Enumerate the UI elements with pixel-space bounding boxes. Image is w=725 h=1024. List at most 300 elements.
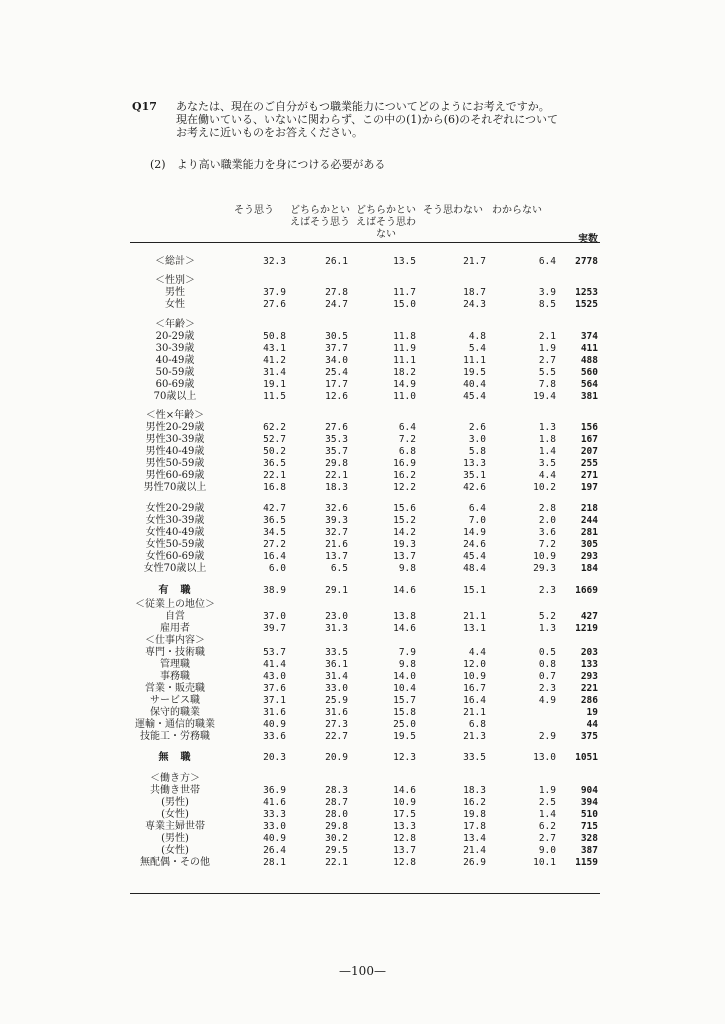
cell-value: 3.9	[538, 287, 556, 298]
cell-value: 15.7	[393, 695, 416, 706]
cell-value: 37.6	[263, 683, 286, 694]
cell-value: 35.3	[325, 434, 348, 445]
cell-count: 488	[580, 355, 598, 366]
cell-value: 11.1	[463, 355, 486, 366]
cell-value: 30.2	[325, 833, 348, 844]
cell-value: 45.4	[463, 551, 486, 562]
table-row	[0, 623, 725, 635]
cell-value: 2.1	[538, 331, 556, 342]
row-label: 有 職	[158, 585, 192, 596]
cell-value: 35.1	[463, 470, 486, 481]
cell-value: 13.5	[393, 256, 416, 267]
cell-count: 1051	[575, 752, 598, 763]
cell-value: 13.8	[393, 611, 416, 622]
table-row	[0, 331, 725, 343]
cell-value: 22.1	[263, 470, 286, 481]
cell-value: 21.1	[463, 707, 486, 718]
cell-value: 33.0	[263, 821, 286, 832]
cell-value: 42.6	[463, 482, 486, 493]
cell-value: 34.5	[263, 527, 286, 538]
cell-value: 29.3	[533, 563, 556, 574]
cell-value: 32.3	[263, 256, 286, 267]
cell-count: 394	[580, 797, 598, 808]
cell-value: 4.4	[468, 647, 486, 658]
cell-value: 6.2	[538, 821, 556, 832]
cell-value: 9.0	[538, 845, 556, 856]
cell-value: 12.3	[393, 752, 416, 763]
header-count: 実数	[578, 234, 598, 245]
table-row	[0, 659, 725, 671]
question-line: お考えに近いものをお答えください。	[176, 126, 363, 139]
cell-value: 0.8	[538, 659, 556, 670]
cell-value: 11.9	[393, 343, 416, 354]
cell-value: 15.1	[463, 585, 486, 596]
cell-value: 37.0	[263, 611, 286, 622]
row-label: 営業・販売職	[145, 683, 205, 694]
table-row	[0, 821, 725, 833]
cell-value: 14.0	[393, 671, 416, 682]
cell-value: 14.9	[393, 379, 416, 390]
table-row	[0, 563, 725, 575]
cell-value: 30.5	[325, 331, 348, 342]
cell-value: 14.2	[393, 527, 416, 538]
row-label: 20-29歳	[155, 331, 195, 342]
cell-value: 10.9	[463, 671, 486, 682]
cell-value: 6.4	[398, 422, 416, 433]
cell-value: 19.8	[463, 809, 486, 820]
row-label: 無配偶・その他	[140, 857, 210, 868]
table-row	[0, 256, 725, 268]
cell-value: 21.1	[463, 611, 486, 622]
cell-value: 36.1	[325, 659, 348, 670]
table-row	[0, 797, 725, 809]
cell-value: 31.4	[325, 671, 348, 682]
cell-value: 41.4	[263, 659, 286, 670]
row-label: (女性)	[161, 809, 189, 820]
row-label: 運輸・通信的職業	[135, 719, 215, 730]
row-label: 男性20-29歳	[145, 422, 205, 433]
cell-value: 24.7	[325, 299, 348, 310]
table-bottom-rule	[130, 893, 600, 894]
row-label: ＜年齢＞	[155, 319, 195, 330]
cell-value: 12.2	[393, 482, 416, 493]
cell-value: 32.7	[325, 527, 348, 538]
table-row	[0, 611, 725, 623]
cell-value: 11.1	[393, 355, 416, 366]
cell-value: 2.6	[468, 422, 486, 433]
cell-value: 36.5	[263, 458, 286, 469]
cell-value: 1.3	[538, 623, 556, 634]
cell-value: 25.4	[325, 367, 348, 378]
section-header	[0, 635, 725, 647]
table-row	[0, 809, 725, 821]
cell-value: 10.9	[393, 797, 416, 808]
cell-value: 29.8	[325, 821, 348, 832]
cell-count: 281	[580, 527, 598, 538]
table-row	[0, 752, 725, 764]
row-label: 女性20-29歳	[145, 503, 205, 514]
cell-value: 2.8	[538, 503, 556, 514]
cell-value: 11.0	[393, 391, 416, 402]
header-line: ない	[376, 229, 396, 240]
cell-value: 22.7	[325, 731, 348, 742]
row-label: 共働き世帯	[150, 785, 200, 796]
header-line: どちらかとい	[290, 205, 350, 216]
row-label: 女性30-39歳	[145, 515, 205, 526]
cell-count: 271	[580, 470, 598, 481]
cell-count: 564	[580, 379, 598, 390]
row-label: 保守的職業	[150, 707, 200, 718]
cell-count: 374	[580, 331, 598, 342]
cell-count: 293	[580, 551, 598, 562]
cell-value: 4.4	[538, 470, 556, 481]
cell-value: 33.3	[263, 809, 286, 820]
cell-value: 10.1	[533, 857, 556, 868]
cell-value: 31.4	[263, 367, 286, 378]
table-row	[0, 695, 725, 707]
cell-value: 16.2	[463, 797, 486, 808]
cell-value: 24.6	[463, 539, 486, 550]
cell-count: 156	[580, 422, 598, 433]
table-row	[0, 671, 725, 683]
row-label: 専業主婦世帯	[145, 821, 205, 832]
cell-value: 27.3	[325, 719, 348, 730]
row-label: 30-39歳	[155, 343, 195, 354]
cell-value: 12.6	[325, 391, 348, 402]
cell-count: 218	[580, 503, 598, 514]
row-label: 無 職	[158, 752, 192, 763]
table-row	[0, 857, 725, 869]
table-row	[0, 482, 725, 494]
cell-value: 3.0	[468, 434, 486, 445]
cell-value: 50.2	[263, 446, 286, 457]
cell-value: 1.9	[538, 343, 556, 354]
cell-value: 7.0	[468, 515, 486, 526]
row-label: ＜従業上の地位＞	[135, 599, 215, 610]
cell-value: 27.8	[325, 287, 348, 298]
cell-value: 13.7	[393, 551, 416, 562]
cell-value: 29.8	[325, 458, 348, 469]
cell-value: 1.8	[538, 434, 556, 445]
cell-value: 21.6	[325, 539, 348, 550]
cell-value: 15.0	[393, 299, 416, 310]
cell-value: 19.5	[463, 367, 486, 378]
cell-value: 31.6	[325, 707, 348, 718]
cell-value: 14.6	[393, 623, 416, 634]
cell-value: 19.4	[533, 391, 556, 402]
cell-value: 22.1	[325, 857, 348, 868]
cell-value: 33.5	[463, 752, 486, 763]
cell-count: 411	[580, 343, 598, 354]
row-label: (男性)	[161, 833, 189, 844]
table-row	[0, 785, 725, 797]
table-row	[0, 683, 725, 695]
question-item: (2) より高い職業能力を身につける必要がある	[150, 158, 386, 171]
cell-count: 184	[580, 563, 598, 574]
cell-value: 28.1	[263, 857, 286, 868]
cell-value: 13.7	[393, 845, 416, 856]
cell-count: 904	[580, 785, 598, 796]
cell-count: 1159	[575, 857, 598, 868]
question-line: あなたは、現在のご自分がもつ職業能力についてどのようにお考えですか。	[176, 100, 550, 113]
row-label: (女性)	[161, 845, 189, 856]
cell-value: 4.8	[468, 331, 486, 342]
cell-count: 207	[580, 446, 598, 457]
cell-value: 14.9	[463, 527, 486, 538]
cell-value: 17.7	[325, 379, 348, 390]
cell-value: 20.3	[263, 752, 286, 763]
cell-value: 33.5	[325, 647, 348, 658]
cell-value: 13.3	[463, 458, 486, 469]
cell-value: 43.1	[263, 343, 286, 354]
cell-value: 18.3	[325, 482, 348, 493]
cell-value: 7.9	[398, 647, 416, 658]
table-row	[0, 585, 725, 597]
cell-value: 12.8	[393, 833, 416, 844]
cell-value: 17.5	[393, 809, 416, 820]
cell-value: 2.5	[538, 797, 556, 808]
cell-value: 1.4	[538, 809, 556, 820]
cell-count: 305	[580, 539, 598, 550]
table-row	[0, 391, 725, 403]
cell-value: 34.0	[325, 355, 348, 366]
cell-value: 21.4	[463, 845, 486, 856]
cell-value: 29.5	[325, 845, 348, 856]
row-label: 70歳以上	[153, 391, 197, 402]
cell-value: 33.6	[263, 731, 286, 742]
cell-count: 715	[580, 821, 598, 832]
table-row	[0, 367, 725, 379]
cell-value: 6.8	[398, 446, 416, 457]
table-row	[0, 299, 725, 311]
cell-value: 9.8	[398, 563, 416, 574]
cell-value: 36.9	[263, 785, 286, 796]
cell-value: 28.7	[325, 797, 348, 808]
row-label: 男性30-39歳	[145, 434, 205, 445]
cell-value: 10.2	[533, 482, 556, 493]
row-label: 女性60-69歳	[145, 551, 205, 562]
row-label: ＜働き方＞	[150, 773, 200, 784]
cell-count: 44	[586, 719, 598, 730]
row-label: 専門・技術職	[145, 647, 205, 658]
cell-value: 5.2	[538, 611, 556, 622]
cell-value: 6.0	[268, 563, 286, 574]
cell-value: 2.3	[538, 683, 556, 694]
table-row	[0, 833, 725, 845]
cell-value: 53.7	[263, 647, 286, 658]
cell-value: 0.7	[538, 671, 556, 682]
cell-count: 133	[580, 659, 598, 670]
section-header	[0, 599, 725, 611]
cell-count: 1525	[575, 299, 598, 310]
cell-value: 1.4	[538, 446, 556, 457]
cell-value: 24.3	[463, 299, 486, 310]
cell-value: 5.8	[468, 446, 486, 457]
cell-value: 10.9	[533, 551, 556, 562]
cell-value: 8.5	[538, 299, 556, 310]
cell-value: 18.2	[393, 367, 416, 378]
header-line: えばそう思わ	[356, 217, 416, 228]
cell-value: 5.5	[538, 367, 556, 378]
cell-value: 15.6	[393, 503, 416, 514]
table-row	[0, 647, 725, 659]
row-label: 自営	[165, 611, 185, 622]
cell-value: 15.8	[393, 707, 416, 718]
row-label: 男性	[165, 287, 185, 298]
cell-count: 203	[580, 647, 598, 658]
cell-value: 16.2	[393, 470, 416, 481]
cell-count: 167	[580, 434, 598, 445]
cell-value: 25.0	[393, 719, 416, 730]
cell-count: 197	[580, 482, 598, 493]
cell-value: 23.0	[325, 611, 348, 622]
cell-count: 2778	[575, 256, 598, 267]
cell-value: 45.4	[463, 391, 486, 402]
row-label: 男性70歳以上	[143, 482, 207, 493]
cell-value: 6.5	[330, 563, 348, 574]
cell-value: 13.0	[533, 752, 556, 763]
cell-value: 39.7	[263, 623, 286, 634]
row-label: 女性	[165, 299, 185, 310]
question-number: Q17	[132, 100, 157, 113]
cell-value: 16.4	[463, 695, 486, 706]
cell-value: 0.5	[538, 647, 556, 658]
table-row	[0, 539, 725, 551]
cell-count: 387	[580, 845, 598, 856]
cell-value: 2.9	[538, 731, 556, 742]
cell-value: 28.3	[325, 785, 348, 796]
row-label: 女性70歳以上	[143, 563, 207, 574]
cell-value: 12.8	[393, 857, 416, 868]
cell-count: 560	[580, 367, 598, 378]
table-row	[0, 379, 725, 391]
table-row	[0, 719, 725, 731]
row-label: 60-69歳	[155, 379, 195, 390]
cell-value: 52.7	[263, 434, 286, 445]
header-line: えばそう思う	[290, 217, 350, 228]
cell-value: 27.2	[263, 539, 286, 550]
table-row	[0, 355, 725, 367]
cell-value: 6.8	[468, 719, 486, 730]
cell-count: 1219	[575, 623, 598, 634]
row-label: 女性40-49歳	[145, 527, 205, 538]
page-number: —100—	[339, 964, 386, 978]
cell-count: 286	[580, 695, 598, 706]
cell-value: 26.1	[325, 256, 348, 267]
row-label: (男性)	[161, 797, 189, 808]
cell-value: 29.1	[325, 585, 348, 596]
table-row	[0, 707, 725, 719]
row-label: 事務職	[160, 671, 190, 682]
cell-value: 35.7	[325, 446, 348, 457]
cell-value: 40.4	[463, 379, 486, 390]
table-row	[0, 446, 725, 458]
cell-value: 38.9	[263, 585, 286, 596]
cell-value: 32.6	[325, 503, 348, 514]
cell-value: 31.3	[325, 623, 348, 634]
row-label: 男性60-69歳	[145, 470, 205, 481]
cell-value: 6.4	[468, 503, 486, 514]
cell-value: 15.2	[393, 515, 416, 526]
table-row	[0, 470, 725, 482]
cell-value: 16.4	[263, 551, 286, 562]
cell-count: 19	[586, 707, 598, 718]
cell-value: 40.9	[263, 719, 286, 730]
cell-value: 41.2	[263, 355, 286, 366]
cell-value: 21.3	[463, 731, 486, 742]
cell-value: 16.9	[393, 458, 416, 469]
table-row	[0, 503, 725, 515]
question-line: 現在働いている、いないに関わらず、この中の(1)から(6)のそれぞれについて	[176, 113, 559, 126]
cell-value: 2.0	[538, 515, 556, 526]
cell-value: 4.9	[538, 695, 556, 706]
cell-value: 14.6	[393, 585, 416, 596]
cell-value: 5.4	[468, 343, 486, 354]
table-row	[0, 551, 725, 563]
cell-value: 21.7	[463, 256, 486, 267]
cell-value: 37.1	[263, 695, 286, 706]
table-row	[0, 343, 725, 355]
cell-value: 18.3	[463, 785, 486, 796]
cell-value: 13.3	[393, 821, 416, 832]
cell-value: 27.6	[263, 299, 286, 310]
cell-value: 13.7	[325, 551, 348, 562]
cell-value: 7.2	[538, 539, 556, 550]
cell-value: 10.4	[393, 683, 416, 694]
cell-value: 3.5	[538, 458, 556, 469]
table-row	[0, 731, 725, 743]
row-label: 雇用者	[160, 623, 190, 634]
cell-count: 244	[580, 515, 598, 526]
cell-count: 427	[580, 611, 598, 622]
row-label: 50-59歳	[155, 367, 195, 378]
cell-value: 2.7	[538, 833, 556, 844]
cell-value: 20.9	[325, 752, 348, 763]
table-row	[0, 845, 725, 857]
cell-value: 7.8	[538, 379, 556, 390]
table-row	[0, 434, 725, 446]
cell-value: 11.7	[393, 287, 416, 298]
cell-value: 11.5	[263, 391, 286, 402]
row-label: サービス職	[150, 695, 200, 706]
cell-count: 375	[580, 731, 598, 742]
cell-count: 1253	[575, 287, 598, 298]
cell-value: 3.6	[538, 527, 556, 538]
row-label: 管理職	[160, 659, 190, 670]
row-label: 男性40-49歳	[145, 446, 205, 457]
cell-value: 9.8	[398, 659, 416, 670]
cell-value: 11.8	[393, 331, 416, 342]
cell-count: 381	[580, 391, 598, 402]
cell-count: 293	[580, 671, 598, 682]
cell-value: 25.9	[325, 695, 348, 706]
header-line: わからない	[492, 205, 542, 216]
cell-value: 36.5	[263, 515, 286, 526]
cell-value: 7.2	[398, 434, 416, 445]
cell-value: 26.4	[263, 845, 286, 856]
cell-value: 18.7	[463, 287, 486, 298]
cell-count: 328	[580, 833, 598, 844]
cell-value: 2.7	[538, 355, 556, 366]
cell-value: 33.0	[325, 683, 348, 694]
section-header	[0, 410, 725, 422]
row-label: ＜仕事内容＞	[145, 635, 205, 646]
cell-value: 43.0	[263, 671, 286, 682]
cell-value: 31.6	[263, 707, 286, 718]
section-header	[0, 773, 725, 785]
row-label: 技能工・労務職	[140, 731, 210, 742]
table-row	[0, 527, 725, 539]
